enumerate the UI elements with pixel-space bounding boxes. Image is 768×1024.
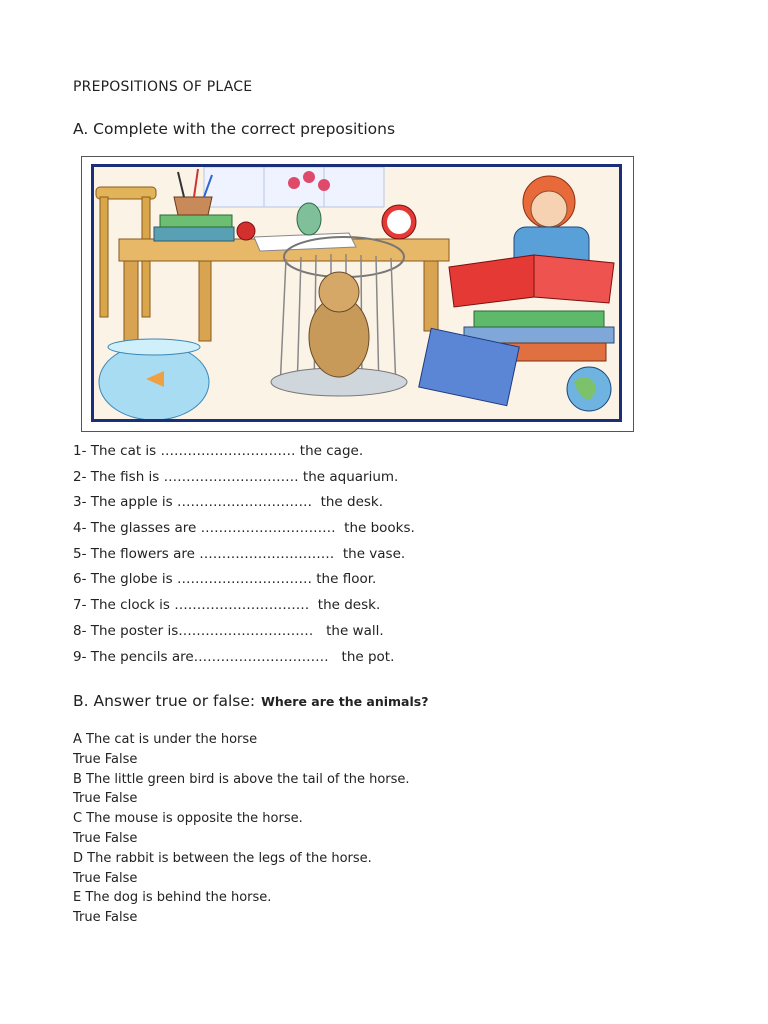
exercise-item: 7- The clock is ………………………… the desk. <box>73 597 381 614</box>
exercise-item: 9- The pencils are………………………… the pot. <box>73 648 395 665</box>
exercise-item: 1- The cat is ………………………… the cage. <box>73 443 364 459</box>
true-false-options: True False <box>73 751 138 767</box>
question-text: B The little green bird is above the tail of the horse. <box>73 771 410 787</box>
illustration-frame <box>81 156 634 432</box>
question-text: E The dog is behind the horse. <box>73 890 272 906</box>
true-false-list <box>73 731 410 929</box>
question-text: A The cat is under the horse <box>73 732 258 747</box>
question-text: D The rabbit is between the legs of the horse. <box>73 850 372 866</box>
classroom-illustration <box>91 164 622 422</box>
exercise-item: 6- The globe is ………………………… the floor. <box>73 571 377 588</box>
true-false-options: True False <box>73 791 138 807</box>
exercise-item: 5- The flowers are ………………………… the vase. <box>73 545 406 562</box>
section-b-heading <box>73 692 428 710</box>
exercise-item: 2- The fish is ………………………… the aquarium. <box>73 468 399 485</box>
exercise-list <box>73 441 415 672</box>
exercise-item: 3- The apple is ………………………… the desk. <box>73 494 384 511</box>
page-title: PREPOSITIONS OF PLACE <box>73 79 253 95</box>
question-text: C The mouse is opposite the horse. <box>73 811 303 827</box>
classroom-illustration-svg <box>94 167 619 419</box>
exercise-item: 4- The glasses are ………………………… the books. <box>73 520 415 537</box>
section-b-subtitle: Where are the animals? <box>261 694 429 709</box>
true-false-options: True False <box>73 870 138 886</box>
section-a-heading: A. Complete with the correct prepositions <box>73 120 396 138</box>
section-b-title: B. Answer true or false: <box>73 692 256 710</box>
true-false-options: True False <box>73 830 138 846</box>
exercise-item: 8- The poster is………………………… the wall. <box>73 622 384 639</box>
true-false-options: True False <box>73 910 138 926</box>
